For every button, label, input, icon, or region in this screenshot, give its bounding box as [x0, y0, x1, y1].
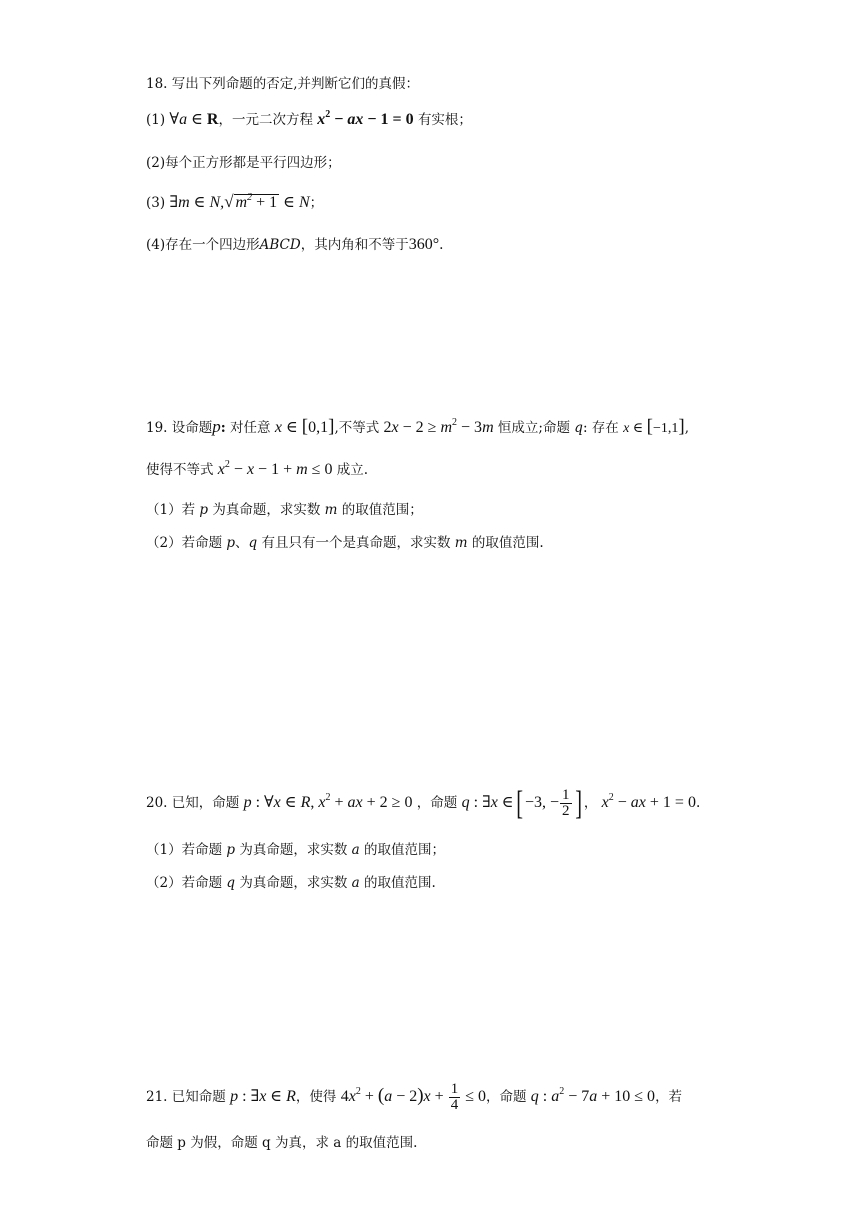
- q18-item-2: (2)每个正方形都是平行四边形；: [146, 155, 341, 171]
- q20-mid: ，命题: [416, 795, 458, 812]
- q18-item-4-tail: .: [439, 237, 444, 253]
- q21-prop-p: p : ∃x ∈ R: [230, 1088, 296, 1106]
- q19-sub-2: （2）若命题 p、q 有且只有一个是真命题，求实数 m 的取值范围.: [146, 535, 544, 551]
- q19-sub-1: （1）若 p 为真命题，求实数 m 的取值范围；: [146, 502, 423, 518]
- q19-l2-a: 使得不等式: [146, 462, 214, 478]
- q21-t1: ，使得: [295, 1089, 337, 1106]
- q19-sub-1-a: （1）若: [146, 502, 196, 518]
- q20-prop-q: q : ∃x ∈[ −3, − $\frac{1}{2}$ ]: [461, 784, 582, 822]
- q20-sub-1-b: 为真命题，求实数: [239, 842, 348, 858]
- q18-item-3-math: ∃m ∈ N,√ $m^2 + 1$ ∈ N: [169, 192, 310, 211]
- q19-interval-p: x ∈ [0,1]: [274, 416, 335, 437]
- q20-equation-q: $x^2$ − ax + 1 = 0: [601, 792, 696, 812]
- q18-item-1: [146, 110, 472, 130]
- q20-sub-2-a: （2）若命题: [146, 875, 223, 891]
- q19-sub-1-c: 的取值范围；: [341, 502, 423, 518]
- q19-sub-2-a: （2）若命题: [146, 535, 223, 551]
- q18-item-4: [146, 235, 443, 255]
- q21-num: 21. 已知命题: [146, 1089, 226, 1106]
- q18-item-1-num: (1): [146, 112, 166, 128]
- q19-t4: 存在: [591, 420, 619, 436]
- q20-sub-1-c: 的取值范围；: [364, 842, 445, 858]
- q18-title: 18. 写出下列命题的否定,并判断它们的真假：: [146, 76, 420, 92]
- q20-num: 20. 已知，命题: [146, 795, 240, 812]
- q18-item-1-equation: $x^2$ − ax − 1 = 0: [317, 109, 414, 128]
- q21-t2: ，命题: [485, 1089, 527, 1106]
- q20-line-1: [146, 784, 701, 822]
- q21-inequality-q: q : $a^2 - 7a + 10 \le 0$: [530, 1086, 656, 1106]
- q19-q-label: q: [574, 420, 583, 436]
- q19-line-1: 19. 设命题p: 对任意 x ∈ [0,1],不等式 $2x - 2 \ge m^2 - 3m$ 恒成立;命题 q: 存在 x ∈ [−1,1],: [146, 416, 690, 437]
- q18-item-4-abcd: ABCD: [259, 237, 301, 253]
- q19-line-2: [146, 460, 368, 480]
- q20-sub-2-c: 的取值范围.: [364, 875, 436, 891]
- q19-sub-2-b: 、: [235, 535, 249, 551]
- q18-item-3-num: (3): [146, 195, 166, 211]
- q19-l2-b: 成立.: [336, 462, 369, 478]
- q20-sub-2-b: 为真命题，求实数: [239, 875, 348, 891]
- q19-t1: 对任意: [230, 420, 271, 436]
- q20-sep: ，: [583, 795, 598, 812]
- q18-item-4-angle: 360°: [408, 236, 440, 253]
- q21-inequality-p: $4x^2 + (a - 2)x$ + $\frac{1}{4}$ ≤ 0: [340, 1081, 486, 1113]
- q20-sub-2: （2）若命题 q 为真命题，求实数 a 的取值范围.: [146, 875, 436, 891]
- q18-item-1-math: ∀a ∈ R: [169, 111, 219, 128]
- q18-item-1-text-a: ，一元二次方程: [218, 112, 313, 128]
- q19-inequality-q: $x^2 - x - 1 + m \le 0$: [217, 459, 333, 478]
- q18-item-3: (3) ∃m ∈ N,√ $m^2 + 1$ ∈ N；: [146, 192, 324, 211]
- q20-end: .: [695, 795, 701, 812]
- q19-sub-1-b: 为真命题，求实数: [212, 502, 321, 518]
- q19-p-label: p: [212, 417, 221, 436]
- q18-item-4-mid: ，其内角和不等于: [300, 237, 409, 253]
- q19-t3: 恒成立;命题: [497, 420, 570, 436]
- q19-interval-q: x ∈ [−1,1]: [623, 416, 685, 437]
- q20-sub-1: （1）若命题 p 为真命题，求实数 a 的取值范围；: [146, 842, 445, 858]
- q20-sub-1-a: （1）若命题: [146, 842, 223, 858]
- q18-item-1-text-b: 有实根；: [417, 112, 472, 128]
- q21-t3: ，若: [655, 1089, 683, 1106]
- q21-line-1: [146, 1082, 682, 1113]
- q19-sub-2-c: 有且只有一个是真命题，求实数: [261, 535, 451, 551]
- q19-sub-2-d: 的取值范围.: [471, 535, 544, 551]
- q19-num: 19. 设命题: [146, 420, 213, 436]
- q21-line-2: 命题 p 为假，命题 q 为真，求 a 的取值范围.: [146, 1135, 418, 1151]
- q19-inequality-p: $2x - 2 \ge m^2 - 3m$: [383, 417, 494, 436]
- q18-item-4-pre: (4)存在一个四边形: [146, 237, 260, 253]
- q20-prop-p: p : ∀x ∈ R, $x^2$ + ax + 2 ≥ 0: [243, 792, 413, 812]
- q19-t2: ,不等式: [334, 420, 380, 436]
